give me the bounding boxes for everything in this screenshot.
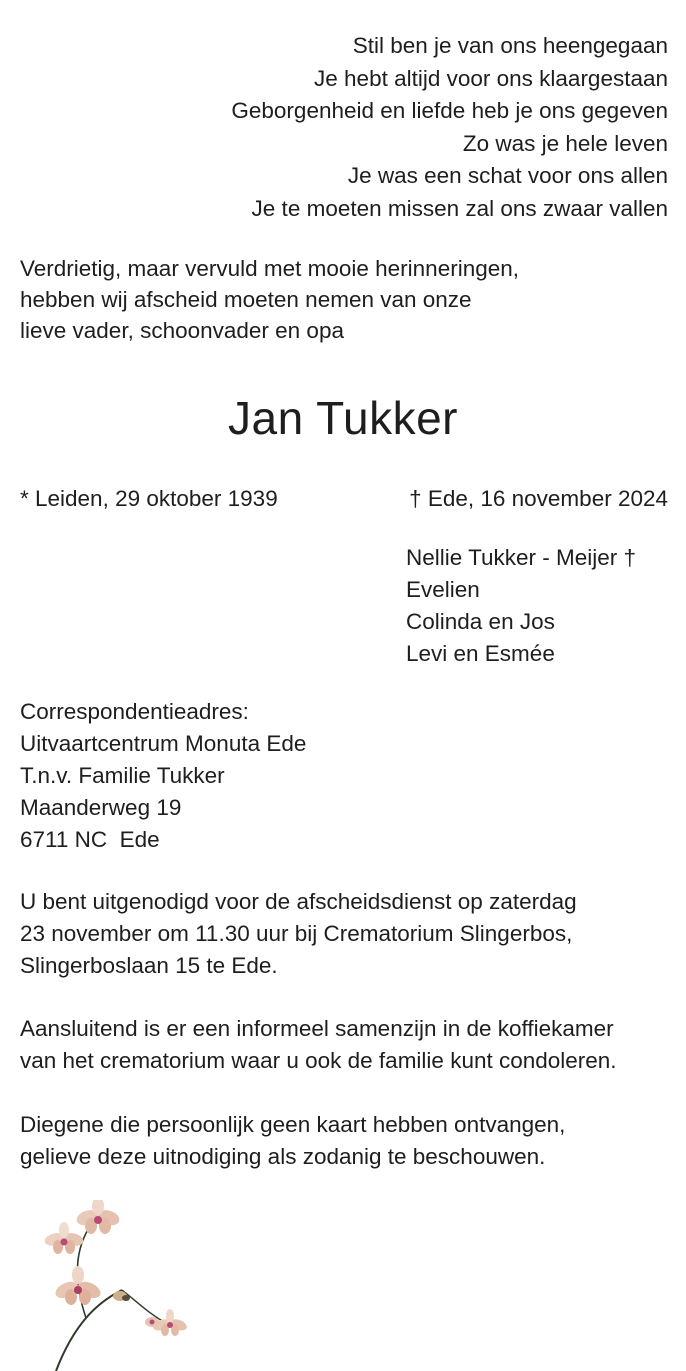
address-line: Correspondentieadres: bbox=[20, 699, 249, 724]
service-line: U bent uitgenodigd voor de afscheidsdienst op zaterdag bbox=[20, 889, 577, 914]
poem-line: Je te moeten missen zal ons zwaar vallen bbox=[251, 195, 668, 221]
address-line: 6711 NC Ede bbox=[20, 827, 160, 852]
gathering-line: van het crematorium waar u ook de familie kunt condoleren. bbox=[20, 1048, 617, 1073]
address-line: Maanderweg 19 bbox=[20, 795, 182, 820]
address-line: T.n.v. Familie Tukker bbox=[20, 763, 225, 788]
poem bbox=[20, 30, 668, 225]
family-member: Colinda en Jos bbox=[406, 609, 555, 634]
service-line: 23 november om 11.30 uur bij Crematorium Slingerbos, bbox=[20, 921, 573, 946]
deceased-name: Jan Tukker bbox=[228, 392, 458, 444]
notice-paragraph bbox=[20, 1109, 676, 1173]
intro-line: hebben wij afscheid moeten nemen van onze bbox=[20, 287, 472, 312]
poem-line: Geborgenheid en liefde heb je ons gegeven bbox=[231, 98, 668, 123]
family-list bbox=[406, 542, 636, 670]
poem-line: Je was een schat voor ons allen bbox=[347, 163, 668, 188]
service-line: Slingerboslaan 15 te Ede. bbox=[20, 953, 278, 978]
poem-line: Stil ben je van ons heengegaan bbox=[352, 33, 668, 58]
intro-text bbox=[20, 253, 519, 346]
notice-line: gelieve deze uitnodiging als zodanig te beschouwen. bbox=[20, 1144, 546, 1169]
death-date: † Ede, 16 november 2024 bbox=[409, 486, 668, 511]
intro-line: lieve vader, schoonvader en opa bbox=[20, 318, 344, 343]
orchid-icon bbox=[20, 1200, 200, 1371]
poem-line: Zo was je hele leven bbox=[462, 130, 668, 156]
birth-date: * Leiden, 29 oktober 1939 bbox=[20, 486, 278, 511]
notice-line: Diegene die persoonlijk geen kaart hebben ontvangen, bbox=[20, 1112, 566, 1137]
gathering-paragraph bbox=[20, 1013, 676, 1077]
family-member: Nellie Tukker - Meijer † bbox=[406, 545, 637, 570]
poem-line: Je hebt altijd voor ons klaargestaan bbox=[314, 65, 668, 91]
intro-line: Verdrietig, maar vervuld met mooie herinneringen, bbox=[20, 256, 519, 281]
address-line: Uitvaartcentrum Monuta Ede bbox=[20, 731, 307, 756]
family-member: Evelien bbox=[406, 577, 480, 602]
service-paragraph bbox=[20, 886, 676, 982]
family-member: Levi en Esmée bbox=[406, 641, 555, 666]
correspondence-address bbox=[20, 696, 306, 856]
gathering-line: Aansluitend is er een informeel samenzijn in de koffiekamer bbox=[20, 1016, 614, 1041]
